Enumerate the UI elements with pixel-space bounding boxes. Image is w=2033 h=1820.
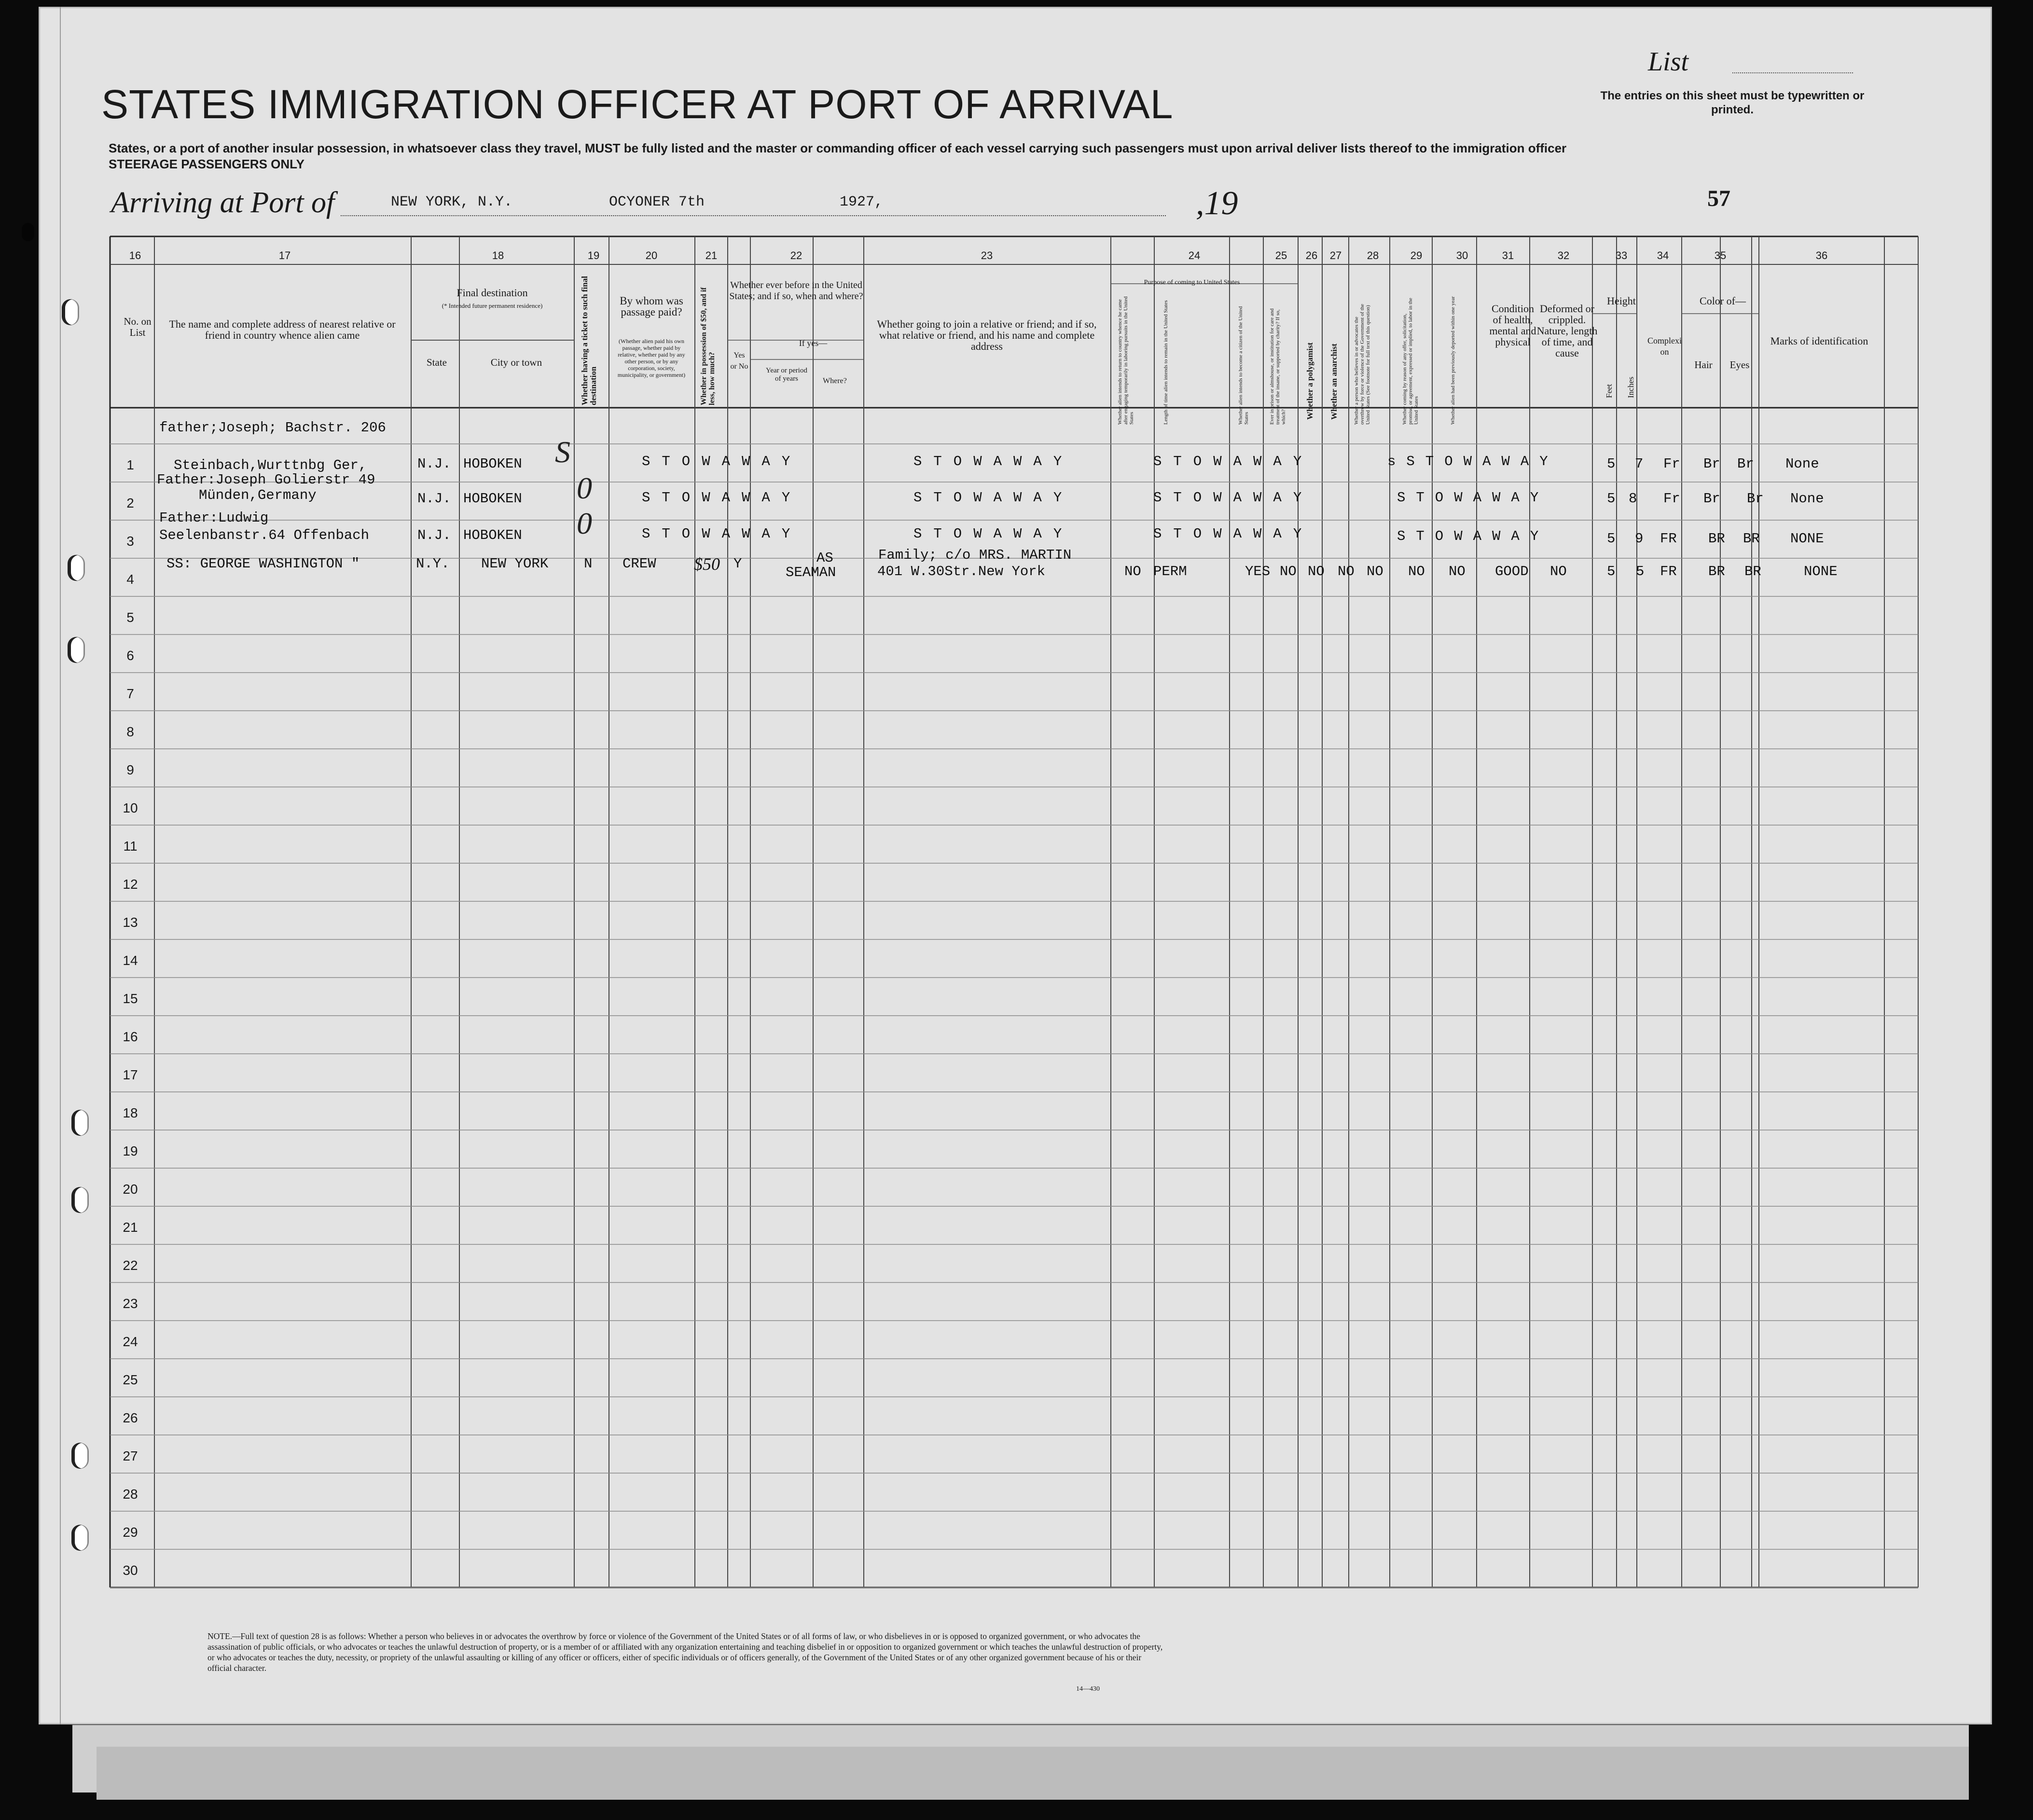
year-prefix: ,19: [1196, 185, 1238, 222]
header-final-destination-sub: (* Intended future permanent residence): [442, 302, 543, 309]
row1-city: HOBOKEN: [463, 456, 522, 472]
row4-offer: NO: [1408, 564, 1425, 579]
row4-inches: 5: [1636, 564, 1645, 579]
column-number: 29: [1410, 249, 1423, 262]
steerage-label: STEERAGE PASSENGERS ONLY: [109, 157, 304, 171]
header-join-relative: Whether going to join a relative or friend; and if so, what relative or friend, and his name and complete address: [877, 318, 1097, 352]
year-value: 1927,: [840, 194, 884, 210]
row1-hair: Br: [1703, 456, 1720, 472]
row4-deported: NO: [1449, 564, 1466, 579]
header-overthrow: Whether a person who believes in or advocates the overthrow by force or violence of the Government of the United States (See footnote for full text of this question): [1354, 303, 1371, 425]
row-number: 5: [126, 610, 134, 625]
column-number: 31: [1502, 249, 1514, 262]
row-number: 11: [123, 839, 138, 854]
header-complexion: Complexion: [1647, 336, 1682, 357]
row-number: 28: [123, 1487, 138, 1502]
row2-city: HOBOKEN: [463, 491, 522, 507]
header-if-yes: If yes—: [799, 338, 828, 348]
row2-complexion: Fr: [1663, 491, 1680, 507]
header-purpose-length: Length of time alien intends to remain in the United States: [1163, 300, 1169, 425]
header-purpose: Purpose of coming to United States: [1144, 279, 1240, 286]
header-ever-before: Whether ever before in the United States; and if so, when and where?: [729, 280, 863, 302]
column-number: 27: [1329, 249, 1342, 262]
row4-overthrow: NO: [1367, 564, 1383, 579]
row-number: 3: [126, 534, 134, 549]
column-number: 16: [129, 249, 141, 262]
row4-health: GOOD: [1495, 564, 1529, 579]
column-number: 19: [587, 249, 600, 262]
row2-join: STOWAWAY: [913, 490, 1074, 506]
row3-feet: 5: [1607, 531, 1616, 547]
column-number: 21: [705, 249, 718, 262]
row4-marks: NONE: [1804, 564, 1838, 579]
row2-eyes: Br: [1747, 491, 1764, 507]
header-polygamist: Whether a polygamist: [1305, 342, 1314, 420]
row4-where-line2: SEAMAN: [786, 565, 836, 580]
row4-citizen: YES: [1245, 564, 1271, 579]
header-yes-no: Yes or No: [730, 351, 748, 371]
header-feet: Feet: [1604, 384, 1614, 398]
row1-paid-by: STOWAWAY: [642, 454, 802, 469]
row4-paid-by: CREW: [622, 556, 656, 572]
row3-purpose: STOWAWAY: [1153, 526, 1314, 542]
list-label: List: [1648, 47, 1689, 77]
row1-eyes: Br: [1737, 456, 1754, 472]
row-number: 1: [126, 457, 134, 472]
row4-complexion: FR: [1660, 564, 1677, 579]
row-number: 30: [123, 1563, 138, 1578]
row-number: 12: [123, 877, 138, 892]
header-hair: Hair: [1694, 359, 1713, 371]
header-final-destination: Final destination: [456, 287, 528, 299]
row4-where-line1: AS: [816, 550, 833, 566]
row-number: 15: [123, 991, 138, 1006]
row1-relative-line2: Steinbach,Wurttnbg Ger,: [174, 457, 367, 473]
footnote-question-28: NOTE.—Full text of question 28 is as follows: Whether a person who believes in or advocates the overthrow by force or violence of the Government of the United States or of all forms of law, or who disbelieves in or is opposed to organized government, or who advocates the assassination of public officials, or who advocates or teaches the unlawful destruction of property, or is a member of or affiliated with any organization entertaining and teaching disbelief in or opposition to organized government or which teaches the unlawful destruction of property, or who advocates or teaches the duty, necessity, or propriety of the unlawful assaulting or killing of any officer or officers, either of specific individuals or of officers generally, of the Government of the United States or of any other organized government because of his or their official character.: [207, 1631, 1163, 1673]
header-where: Where?: [823, 377, 847, 385]
column-number: 34: [1657, 249, 1669, 262]
row4-money: $50: [694, 554, 720, 574]
row1-state: N.J.: [417, 456, 451, 472]
row-number: 24: [123, 1334, 138, 1349]
row1-ticket: S: [555, 435, 570, 469]
column-number: 22: [790, 249, 802, 262]
row4-join-line1: Family; c/o MRS. MARTIN: [878, 547, 1072, 563]
header-labor-offer: Whether coming by reason of any offer, solicitation, promise, or agreement, expressed or implied, to labor in the United States: [1402, 298, 1419, 425]
row3-relative-line2: Seelenbanstr.64 Offenbach: [159, 527, 370, 543]
row4-relative-line1: SS: GEORGE WASHINGTON ": [166, 556, 360, 572]
header-prison: Ever in prison or almshouse, or institution for care and treatment of the insane, or supported by charity? If so, which?: [1269, 308, 1286, 425]
row3-paid-by: STOWAWAY: [642, 526, 802, 542]
header-height: Height: [1607, 295, 1636, 307]
column-number: 25: [1275, 249, 1287, 262]
header-period: Year or period of years: [766, 367, 807, 383]
row2-marks: None: [1790, 491, 1824, 507]
form-number: 14—430: [1076, 1685, 1100, 1693]
header-purpose-return: Whether alien intends to return to country whence he came after engaging temporarily in laboring pursuits in the United States: [1117, 296, 1134, 425]
column-number: 18: [492, 249, 504, 262]
row-number: 16: [123, 1029, 138, 1044]
header-color: Color of—: [1700, 295, 1746, 307]
row1-relative-line1: father;Joseph; Bachstr. 206: [159, 420, 386, 436]
column-number: 35: [1714, 249, 1727, 262]
column-number: 23: [981, 249, 993, 262]
header-passage-paid-sub: (Whether alien paid his own passage, whether paid by relative, whether paid by any other person, or by any corporation, society, municipality, or government): [617, 338, 686, 378]
arriving-label: Arriving at Port of: [111, 186, 335, 219]
row2-state: N.J.: [417, 491, 451, 507]
row4-state: N.Y.: [416, 556, 450, 572]
row3-join: STOWAWAY: [913, 526, 1074, 542]
row1-complexion: Fr: [1663, 456, 1680, 472]
row-number: 18: [123, 1105, 138, 1120]
row-number: 21: [123, 1220, 138, 1235]
row2-relative-line2: Münden,Germany: [199, 487, 317, 503]
column-number: 36: [1815, 249, 1828, 262]
row4-anarchist: NO: [1338, 564, 1355, 579]
row1-join: STOWAWAY: [913, 454, 1074, 469]
row4-deformed: NO: [1550, 564, 1567, 579]
row-number: 13: [123, 915, 138, 930]
column-number: 33: [1615, 249, 1628, 262]
row-number: 22: [123, 1258, 138, 1273]
row-number: 29: [123, 1525, 138, 1540]
row2-relative-line1: Father:Joseph Golierstr 49: [157, 472, 375, 488]
header-no-on-list: No. on List: [124, 316, 152, 338]
row3-inches: 9: [1635, 531, 1644, 547]
row-number: 7: [126, 686, 134, 701]
row3-complexion: FR: [1660, 531, 1677, 547]
date-value: OCYONER 7th: [609, 194, 705, 210]
sheet-number: 57: [1707, 186, 1730, 211]
row-number: 20: [123, 1182, 138, 1197]
row3-c28-30: STOWAWAY: [1397, 528, 1549, 544]
row-number: 17: [123, 1067, 138, 1082]
row-number: 10: [123, 800, 138, 815]
row2-purpose: STOWAWAY: [1153, 490, 1314, 506]
row3-eyes: BR: [1743, 531, 1760, 547]
row3-city: HOBOKEN: [463, 527, 522, 543]
header-purpose-citizen: Whether alien intends to become a citizen of the United States: [1238, 306, 1249, 425]
row-number: 6: [126, 648, 134, 663]
header-eyes: Eyes: [1729, 359, 1750, 371]
header-passage-paid: By whom was passage paid?: [620, 295, 683, 318]
row1-inches: 7: [1635, 456, 1644, 472]
header-state: State: [427, 357, 447, 368]
page-title: STATES IMMIGRATION OFFICER AT PORT OF ARRIVAL: [101, 82, 1174, 127]
row-number: 26: [123, 1410, 138, 1425]
column-number: 32: [1557, 249, 1570, 262]
row4-feet: 5: [1607, 564, 1616, 579]
row3-relative-line1: Father:Ludwig: [159, 510, 269, 526]
column-number: 26: [1305, 249, 1318, 262]
row4-polygamist: NO: [1308, 564, 1325, 579]
typewritten-instruction: The entries on this sheet must be typewritten or printed.: [1600, 89, 1865, 116]
row-number: 2: [126, 496, 134, 510]
row1-marks: None: [1785, 456, 1819, 472]
row3-hair: BR: [1708, 531, 1725, 547]
row3-ticket: 0: [577, 506, 592, 540]
row-number: 19: [123, 1144, 138, 1158]
row-number: 8: [126, 724, 134, 739]
row-number: 14: [123, 953, 138, 968]
row4-join-line2: 401 W.30Str.New York: [877, 564, 1046, 579]
column-number: 24: [1188, 249, 1201, 262]
row-number: 23: [123, 1296, 138, 1311]
row-number: 27: [123, 1448, 138, 1463]
column-number: 30: [1456, 249, 1468, 262]
header-city: City or town: [490, 357, 542, 368]
row3-marks: NONE: [1790, 531, 1824, 547]
row2-inches: 8: [1629, 491, 1637, 507]
row4-city: NEW YORK: [481, 556, 549, 572]
header-fifty-dollars: Whether in possession of $50, and if less, how much?: [700, 287, 716, 405]
row2-hair: Br: [1703, 491, 1720, 507]
port-value: NEW YORK, N.Y.: [391, 194, 513, 210]
header-deformed: Deformed or crippled. Nature, length of time, and cause: [1536, 303, 1598, 359]
header-ticket: Whether having a ticket to such final destination: [580, 276, 598, 405]
row1-purpose: STOWAWAY: [1153, 454, 1314, 469]
row2-paid-by: STOWAWAY: [642, 490, 802, 506]
row2-c28-30: STOWAWAY: [1397, 490, 1549, 506]
row-number: 4: [126, 572, 134, 587]
row1-feet: 5: [1607, 456, 1616, 472]
row4-length: PERM: [1153, 564, 1187, 579]
header-anarchist: Whether an anarchist: [1329, 343, 1339, 420]
row-number: 9: [126, 762, 134, 777]
column-number: 17: [278, 249, 291, 262]
page-subtitle: States, or a port of another insular possession, in whatsoever class they travel, MUST be fully listed and the master or commanding officer of each vessel carrying such passengers must upon arrival deliver lists thereof to the immigration officer: [109, 141, 1567, 155]
column-number: 28: [1367, 249, 1379, 262]
header-deported: Whether alien had been previously deported within one year: [1450, 296, 1456, 425]
row1-c28-30: sSTOWAWAY: [1387, 454, 1559, 469]
row4-before: Y: [733, 556, 742, 572]
row4-prison: NO: [1280, 564, 1297, 579]
header-relative: The name and complete address of nearest relative or friend in country whence alien came: [169, 318, 396, 341]
row4-return: NO: [1124, 564, 1141, 579]
row2-feet: 5: [1607, 491, 1616, 507]
row3-state: N.J.: [417, 527, 451, 543]
header-inches: Inches: [1626, 376, 1635, 398]
row4-ticket: N: [584, 556, 593, 572]
row4-hair: BR: [1708, 564, 1725, 579]
column-number: 20: [645, 249, 658, 262]
header-marks: Marks of identification: [1770, 335, 1868, 347]
row2-ticket: 0: [577, 471, 592, 505]
row-number: 25: [123, 1372, 138, 1387]
header-health: Condition of health, mental and physical: [1489, 303, 1536, 348]
row4-eyes: BR: [1744, 564, 1761, 579]
